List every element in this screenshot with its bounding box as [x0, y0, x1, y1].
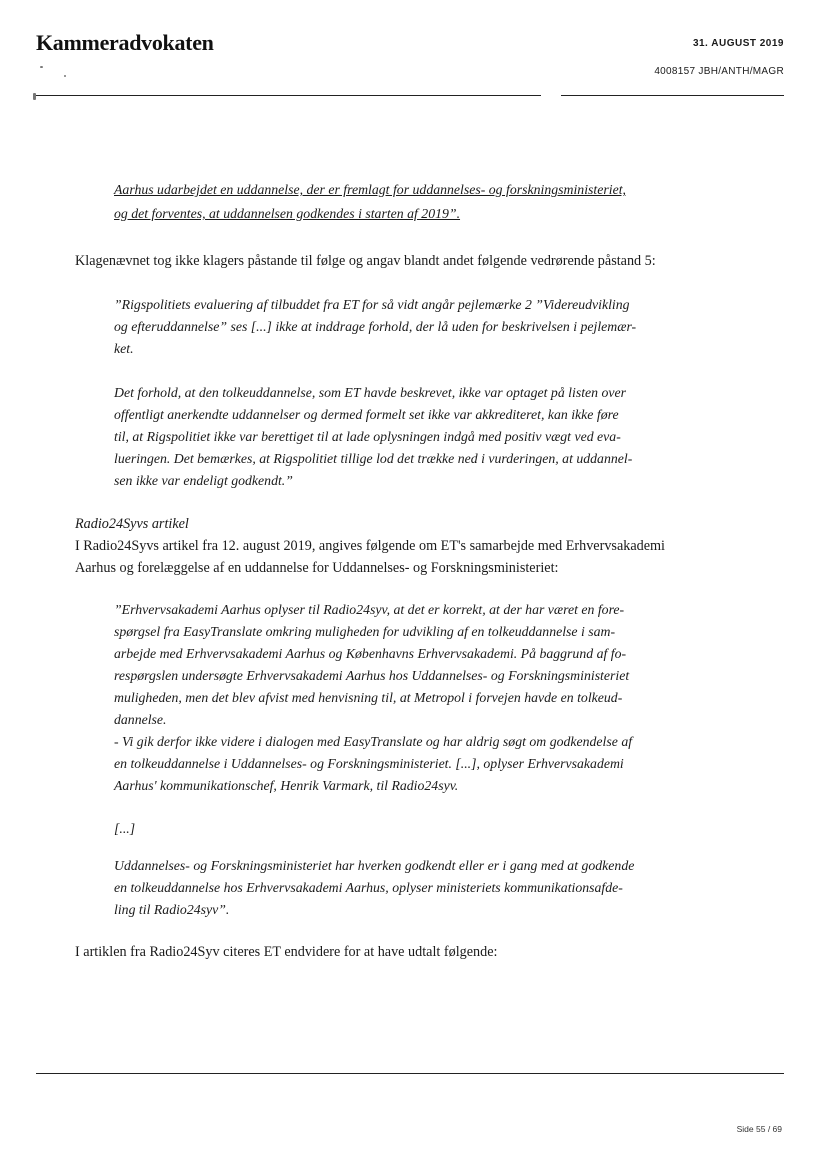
paragraph-line: Aarhus og forelæggelse af en uddannelse for Uddannelses- og Forskningsministeriet:	[75, 560, 559, 576]
quote-line: ”Erhvervsakademi Aarhus oplyser til Radio24syv, at det er korrekt, at der har været en fore-	[114, 602, 625, 617]
section-heading-radio24syv: Radio24Syvs artikel	[75, 516, 189, 532]
scan-speck	[33, 93, 36, 100]
scan-speck	[40, 66, 43, 68]
quote-line: ket.	[114, 341, 134, 356]
quote-line: lueringen. Det bemærkes, at Rigspolitiet tillige lod det trække ned i vurderingen, at uddannel-	[114, 451, 633, 466]
quote-line: offentligt anerkendte uddannelser og dermed formelt set ikke var akkrediteret, kan ikke føre	[114, 407, 619, 422]
header-rule-left	[36, 95, 541, 96]
paragraph-artiklen-citeres: I artiklen fra Radio24Syv citeres ET endvidere for at have udtalt følgende:	[75, 944, 498, 960]
quote-line: dannelse.	[114, 712, 167, 727]
quote-line: spørgsel fra EasyTranslate omkring muligheden for udvikling af en tolkeuddannelse i sam-	[114, 624, 616, 639]
document-reference: 4008157 JBH/ANTH/MAGR	[654, 66, 784, 77]
quote-line: ling til Radio24syv”.	[114, 902, 230, 917]
quote-line: - Vi gik derfor ikke videre i dialogen med EasyTranslate og har aldrig søgt om godkendelse af	[114, 734, 633, 749]
quote-line: arbejde med Erhvervsakademi Aarhus og Københavns Erhvervsakademi. På baggrund af fo-	[114, 646, 627, 661]
paragraph-line: I Radio24Syvs artikel fra 12. august 2019, angives følgende om ET's samarbejde med Erhvervsakademi	[75, 538, 666, 554]
quote-line: sen ikke var endeligt godkendt.”	[114, 473, 293, 488]
quote-line: til, at Rigspolitiet ikke var berettiget til at lade oplysningen indgå med positiv vægt ved eva-	[114, 429, 621, 444]
quote-line: ”Rigspolitiets evaluering af tilbuddet fra ET for så vidt angår pejlemærke 2 ”Videreudvikling	[114, 297, 630, 312]
scan-speck	[64, 75, 66, 77]
quote-line: en tolkeuddannelse i Uddannelses- og Forskningsministeriet. [...], oplyser Erhvervsakademi	[114, 756, 624, 771]
quote-continuation-line-1: Aarhus udarbejdet en uddannelse, der er fremlagt for uddannelses- og forskningsministeriet,	[114, 182, 626, 197]
quote-line: Uddannelses- og Forskningsministeriet har hverken godkendt eller er i gang med at godkende	[114, 858, 635, 873]
quote-line: en tolkeuddannelse hos Erhvervsakademi Aarhus, oplyser ministeriets kommunikationsafde-	[114, 880, 623, 895]
quote-line: og efteruddannelse” ses [...] ikke at inddrage forhold, der lå uden for beskrivelsen i pejlemær-	[114, 319, 637, 334]
paragraph-klagenaevnet: Klagenævnet tog ikke klagers påstande til følge og angav blandt andet følgende vedrørende påstand 5:	[75, 253, 656, 269]
quote-line: Aarhus' kommunikationschef, Henrik Varmark, til Radio24syv.	[114, 778, 459, 793]
document-date: 31. AUGUST 2019	[692, 38, 784, 49]
quote-ellipsis: [...]	[114, 821, 136, 836]
page-number: Side 55 / 69	[736, 1124, 782, 1134]
quote-line: Det forhold, at den tolkeuddannelse, som ET havde beskrevet, ikke var optaget på listen over	[114, 385, 627, 400]
header-rule-right	[561, 95, 784, 96]
firm-logo: Kammeradvokaten	[36, 30, 214, 55]
quote-continuation-line-2: og det forventes, at uddannelsen godkendes i starten af 2019”.	[114, 206, 461, 221]
quote-line: respørgslen undersøgte Erhvervsakademi Aarhus hos Uddannelses- og Forskningsministeriet	[114, 668, 630, 683]
footer-rule	[36, 1073, 784, 1074]
quote-line: muligheden, men det blev afvist med henvisning til, at Metropol i forvejen havde en tolkeud-	[114, 690, 623, 705]
